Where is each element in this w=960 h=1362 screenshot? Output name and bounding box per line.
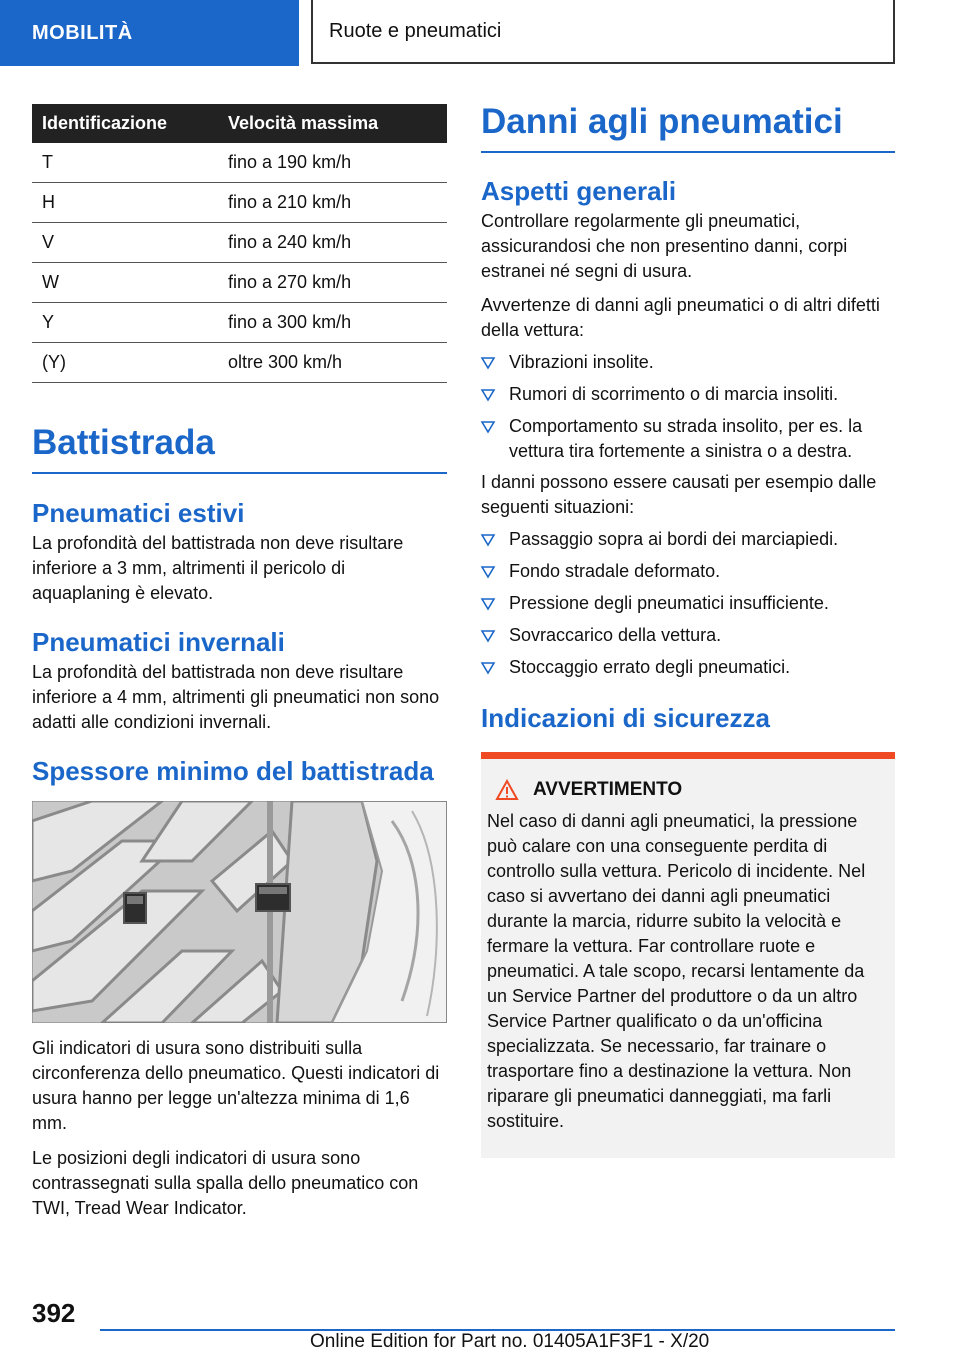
- warning-box: [481, 752, 895, 1158]
- table-cell: fino a 210 km/h: [204, 183, 447, 223]
- section-label: MOBILITÀ: [0, 0, 299, 66]
- warning-text: Nel caso di danni agli pneumatici, la pressione può calare con una conseguente perdita di controllo sulla vettura. Pericolo di incidente. Nel caso si avvertano dei danni agli pneumatici durante la marcia, ridurre subito la velocità e fermare la vettura. Far controllare ruote e pneumatici. A tale scopo, recarsi lentamente da un Service Partner del produttore o da un altro Service Partner qualificato o da un'officina specializzata. Se necessario, far trainare o trasportare fino a destinazione la vettura. Non riparare gli pneumatici danneggiati, ma farli sostituire.: [487, 811, 866, 1131]
- table-cell: fino a 300 km/h: [204, 303, 447, 343]
- subsection-title-general: Aspetti generali: [481, 176, 677, 206]
- tread-wear-indicator-image: [32, 801, 447, 1023]
- winter-text: La profondità del battistrada non deve risultare inferiore a 4 mm, altrimenti gli pneumatici non sono adatti alle condizioni invernali.: [32, 662, 440, 732]
- section-title-battistrada: Battistrada: [32, 423, 447, 474]
- table-cell: T: [32, 143, 204, 183]
- table-header-cell: Velocità massima: [204, 104, 447, 143]
- table-header-cell: Identificazione: [32, 104, 204, 143]
- section-title-danni: Danni agli pneumatici: [481, 102, 895, 153]
- chapter-label: Ruote e pneumatici: [311, 0, 895, 64]
- list-item: Sovraccarico della vettura.: [481, 623, 895, 648]
- left-column: [32, 104, 447, 1221]
- table-row: [32, 303, 447, 343]
- list-item: Vibrazioni insolite.: [481, 350, 895, 375]
- table-cell: V: [32, 223, 204, 263]
- triangle-bullet-icon: [481, 661, 495, 675]
- table-row: [32, 143, 447, 183]
- triangle-bullet-icon: [481, 597, 495, 611]
- triangle-bullet-icon: [481, 533, 495, 547]
- speed-rating-table: [32, 104, 447, 383]
- warning-header: [495, 779, 889, 801]
- table-cell: H: [32, 183, 204, 223]
- table-cell: W: [32, 263, 204, 303]
- subsection-title-min-depth: Spessore minimo del battistrada: [32, 756, 434, 786]
- table-cell: fino a 240 km/h: [204, 223, 447, 263]
- table-row: [32, 263, 447, 303]
- table-cell: (Y): [32, 343, 204, 383]
- right-column: [481, 104, 895, 1158]
- causes-intro: I danni possono essere causati per esempio dalle seguenti situazioni:: [481, 472, 877, 517]
- subsection-title-winter: Pneumatici invernali: [32, 627, 285, 657]
- triangle-bullet-icon: [481, 388, 495, 402]
- triangle-bullet-icon: [481, 565, 495, 579]
- min-depth-text-1: Gli indicatori di usura sono distribuiti sulla circonferenza dello pneumatico. Questi indicatori di usura hanno per legge un'altezza minima di 1,6 mm.: [32, 1038, 440, 1133]
- subsection-title-summer: Pneumatici estivi: [32, 498, 245, 528]
- table-header-row: [32, 104, 447, 143]
- table-row: [32, 223, 447, 263]
- page-number: 392: [32, 1298, 76, 1328]
- warning-triangle-icon: [495, 779, 519, 801]
- triangle-bullet-icon: [481, 356, 495, 370]
- list-item: Passaggio sopra ai bordi dei marciapiedi.: [481, 527, 895, 552]
- list-item: Comportamento su strada insolito, per es. la vettura tira fortemente a sinistra o a destra.: [481, 414, 895, 464]
- table-cell: oltre 300 km/h: [204, 343, 447, 383]
- list-item: Stoccaggio errato degli pneumatici.: [481, 655, 895, 680]
- list-item: Rumori di scorrimento o di marcia insoliti.: [481, 382, 895, 407]
- signs-intro: Avvertenze di danni agli pneumatici o di altri difetti della vettura:: [481, 295, 880, 340]
- table-row: [32, 183, 447, 223]
- damage-signs-list: [481, 350, 895, 464]
- triangle-bullet-icon: [481, 420, 495, 434]
- table-cell: Y: [32, 303, 204, 343]
- table-cell: fino a 190 km/h: [204, 143, 447, 183]
- general-text: Controllare regolarmente gli pneumatici, assicurandosi che non presentino danni, corpi estranei né segni di usura.: [481, 211, 848, 281]
- triangle-bullet-icon: [481, 629, 495, 643]
- list-item: Fondo stradale deformato.: [481, 559, 895, 584]
- list-item: Pressione degli pneumatici insufficiente.: [481, 591, 895, 616]
- table-row: [32, 343, 447, 383]
- min-depth-text-2: Le posizioni degli indicatori di usura sono contrassegnati sulla spalla dello pneumatico con TWI, Tread Wear Indicator.: [32, 1148, 419, 1218]
- page-header: [0, 0, 960, 66]
- table-cell: fino a 270 km/h: [204, 263, 447, 303]
- subsection-title-safety: Indicazioni di sicurezza: [481, 703, 770, 733]
- warning-title: AVVERTIMENTO: [533, 779, 683, 800]
- damage-causes-list: [481, 527, 895, 680]
- edition-note: Online Edition for Part no. 01405A1F3F1 - X/20: [310, 1331, 710, 1352]
- summer-text: La profondità del battistrada non deve risultare inferiore a 3 mm, altrimenti il pericolo di aquaplaning è elevato.: [32, 533, 404, 603]
